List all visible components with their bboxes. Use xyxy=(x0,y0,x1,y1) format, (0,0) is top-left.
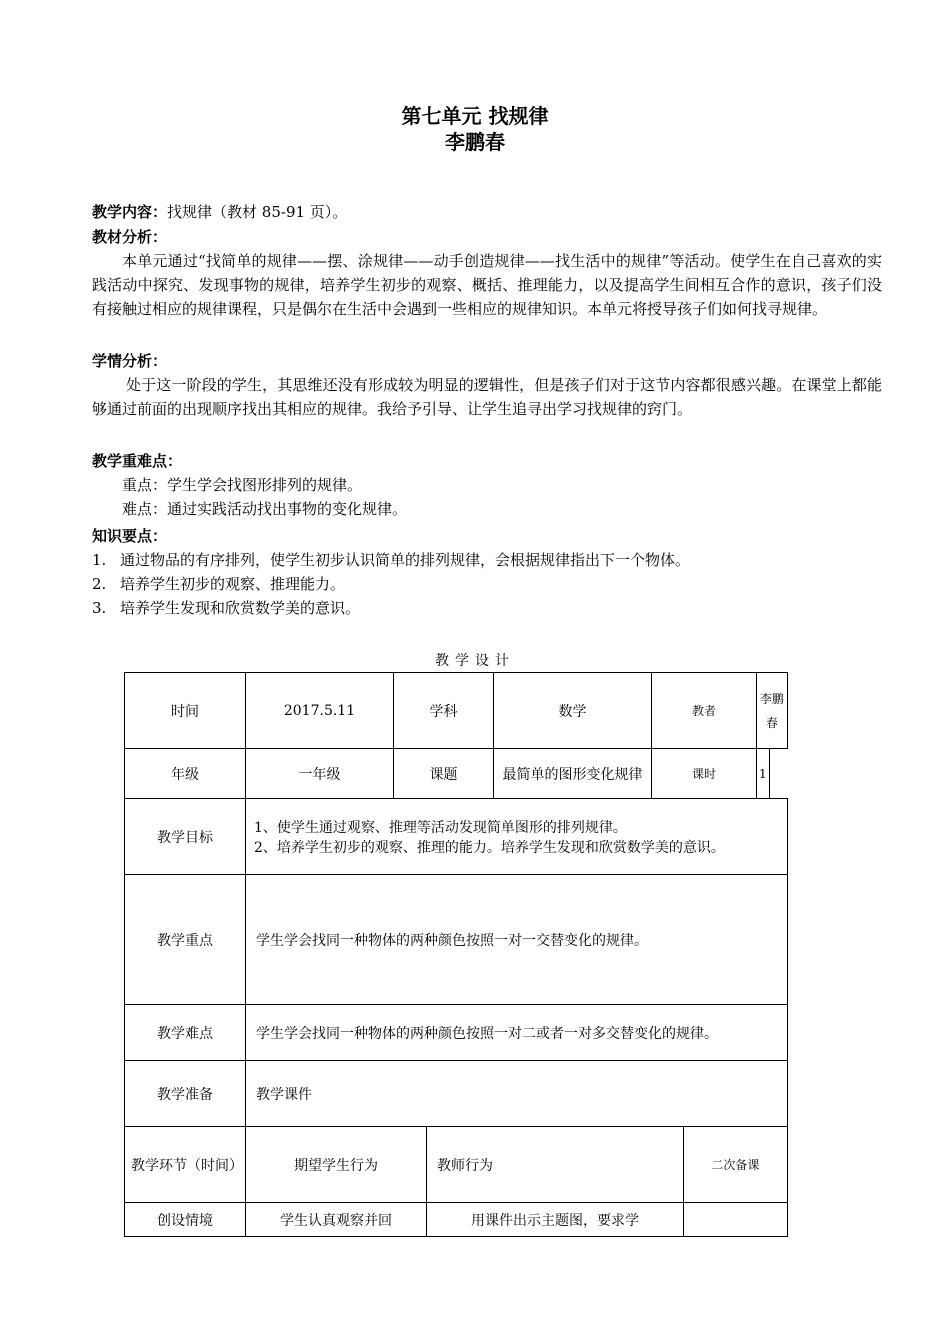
goal-2: 2、培养学生初步的观察、推理的能力。培养学生发现和欣赏数学美的意识。 xyxy=(254,839,725,856)
material-section xyxy=(92,225,882,321)
period-label: 课时 xyxy=(652,749,757,799)
grade-label: 年级 xyxy=(125,749,246,799)
topic-value: 最简单的图形变化规律 xyxy=(494,749,652,799)
table-caption: 教学设计 xyxy=(435,653,515,669)
list-item: 2. 培养学生初步的观察、推理能力。 xyxy=(92,575,346,593)
students-text: 处于这一阶段的学生，其思维还没有形成较为明显的逻辑性，但是孩子们对于这节内容都很感兴趣。在课堂上都能够通过前面的出现顺序找出其相应的规律。我给予引导、让学生追寻出学习找规律的窍门。 xyxy=(92,376,882,418)
scene-teacher: 用课件出示主题图，要求学 xyxy=(427,1203,684,1237)
table-row xyxy=(125,875,788,1005)
stage-label: 教学环节（时间） xyxy=(125,1127,246,1203)
goal-1: 1、使学生通过观察、推理等活动发现简单图形的排列规律。 xyxy=(254,819,627,836)
focus-value: 学生学会找同一种物体的两种颜色按照一对一交替变化的规律。 xyxy=(246,875,788,1005)
table-row xyxy=(125,1005,788,1061)
teacher-value: 李鹏春 xyxy=(757,673,788,749)
scene-second-prep xyxy=(684,1203,788,1237)
time-label: 时间 xyxy=(125,673,246,749)
time-value: 2017.5.11 xyxy=(246,673,394,749)
prep-value: 教学课件 xyxy=(246,1061,788,1127)
table-row xyxy=(125,749,788,799)
list-item: 1. 通过物品的有序排列，使学生初步认识简单的排列规律，会根据规律指出下一个物体。 xyxy=(92,551,691,569)
table-row xyxy=(125,1127,788,1203)
second-prep-label: 二次备课 xyxy=(684,1127,788,1203)
list-item: 3. 培养学生发现和欣赏数学美的意识。 xyxy=(92,599,361,617)
difficulty-value: 学生学会找同一种物体的两种颜色按照一对二或者一对多交替变化的规律。 xyxy=(246,1005,788,1061)
students-section xyxy=(92,349,882,421)
table-row xyxy=(125,799,788,875)
grade-value: 一年级 xyxy=(246,749,394,799)
content-text: 找规律（教材 85-91 页）。 xyxy=(167,203,348,221)
topic-label: 课题 xyxy=(394,749,494,799)
students-label: 学情分析： xyxy=(92,352,168,370)
focus-text: 重点：学生学会找图形排列的规律。 xyxy=(122,476,363,494)
prep-label: 教学准备 xyxy=(125,1061,246,1127)
scene-label: 创设情境 xyxy=(125,1203,246,1237)
material-text: 本单元通过“找简单的规律——摆、涂规律——动手创造规律——找生活中的规律”等活动。使学生在自己喜欢的实践活动中探究、发现事物的规律，培养学生初步的观察、概括、推理能力，以及提高学生间相互合作的意识，孩子们没有接触过相应的规律课程，只是偶尔在生活中会遇到一些相应的规律知识。本单元将授导孩子们如何找寻规律。 xyxy=(92,252,882,318)
table-row xyxy=(125,673,788,749)
expected-label: 期望学生行为 xyxy=(246,1127,427,1203)
goal-cell xyxy=(246,799,788,875)
author-name: 李鹏春 xyxy=(445,130,505,154)
content-section xyxy=(92,200,882,224)
period-value: 1 xyxy=(757,749,770,799)
blank-cell xyxy=(769,749,787,799)
content-label: 教学内容： xyxy=(92,203,168,221)
scene-student: 学生认真观察并回 xyxy=(246,1203,427,1237)
teacher-label: 教者 xyxy=(652,673,757,749)
subject-value: 数学 xyxy=(494,673,652,749)
lesson-design-table xyxy=(124,672,788,1237)
page-title: 第七单元 找规律 xyxy=(401,104,549,128)
goal-label: 教学目标 xyxy=(125,799,246,875)
difficulty-label: 教学难点 xyxy=(125,1005,246,1061)
table-row xyxy=(125,1203,788,1237)
knowledge-section xyxy=(92,524,882,620)
difficulty-text: 难点：通过实践活动找出事物的变化规律。 xyxy=(122,500,408,518)
teacher-action-label: 教师行为 xyxy=(427,1127,684,1203)
focus-label: 教学重点 xyxy=(125,875,246,1005)
keypoints-label: 教学重难点： xyxy=(92,452,183,470)
material-label: 教材分析： xyxy=(92,228,168,246)
subject-label: 学科 xyxy=(394,673,494,749)
knowledge-label: 知识要点： xyxy=(92,527,168,545)
keypoints-section xyxy=(92,449,882,521)
table-row xyxy=(125,1061,788,1127)
